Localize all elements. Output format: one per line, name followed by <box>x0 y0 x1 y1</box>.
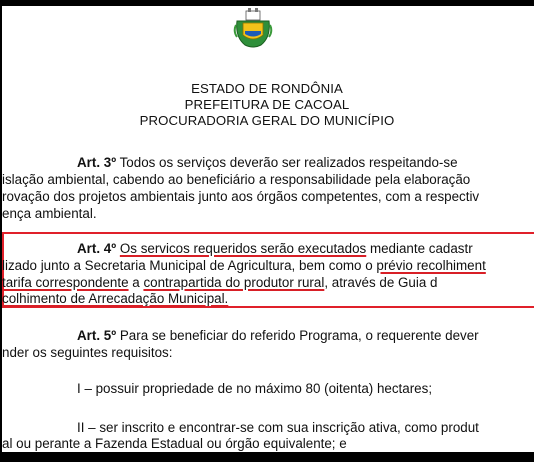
top-border <box>0 0 534 6</box>
art4-line-1 <box>77 241 473 257</box>
art3-line-2: islação ambiental, cabendo ao beneficiário a responsabilidade pela elaboração <box>2 172 471 187</box>
art4-highlight-tariff: tarifa correspondente <box>2 275 129 290</box>
art4-label: Art. 4º <box>77 241 117 256</box>
art4-text-2: lizado junto a Secretaria Municipal de Agricultura, bem como o <box>2 258 377 273</box>
header-attorney-office: PROCURADORIA GERAL DO MUNICÍPIO <box>139 113 395 128</box>
art4-line-3 <box>2 275 437 291</box>
header-prefecture: PREFEITURA DE CACOAL <box>184 97 350 112</box>
art4-highlight-collection: colhimento de Arrecadação Municipal. <box>2 291 229 306</box>
art4-text-1: mediante cadastr <box>366 241 473 256</box>
art4-highlight-prior-payment: prévio recolhiment <box>376 258 486 273</box>
art3-text-1: Todos os serviços deverão ser realizados respeitando-se <box>119 155 458 170</box>
item-2-line-1: II – ser inscrito e encontrar-se com sua inscrição ativa, como produt <box>77 420 479 435</box>
art4-highlight-executed: Os servicos requeridos serão executados <box>119 241 367 256</box>
header-state: ESTADO DE RONDÔNIA <box>191 81 343 96</box>
art5-line-2: nder os seguintes requisitos: <box>2 345 173 360</box>
item-2-line-2: al ou perante a Fazenda Estadual ou órgão equivalente; e <box>2 436 347 451</box>
left-border <box>0 0 2 462</box>
art4-highlight-counterpart: contrapartida do produtor rural <box>143 275 325 290</box>
art5-line-1 <box>77 328 479 344</box>
art3-line-3: rovação dos projetos ambientais junto aos órgãos competentes, com a respectiv <box>2 189 480 204</box>
art4-text-3b: , através de Guia d <box>324 275 438 290</box>
item-1: I – possuir propriedade de no máximo 80 (oitenta) hectares; <box>77 381 433 396</box>
art3-label: Art. 3º <box>77 155 117 170</box>
bottom-border <box>0 452 534 462</box>
art4-line-2 <box>2 258 486 274</box>
art3-line-4: ença ambiental. <box>2 206 97 221</box>
art4-text-3a: a <box>128 275 144 290</box>
art5-label: Art. 5º <box>77 328 117 343</box>
art4-line-4 <box>2 291 228 307</box>
art5-text-1: Para se beneficiar do referido Programa, o requerente dever <box>119 328 479 343</box>
art3-line-1 <box>77 155 458 171</box>
municipal-crest-icon <box>233 7 273 49</box>
